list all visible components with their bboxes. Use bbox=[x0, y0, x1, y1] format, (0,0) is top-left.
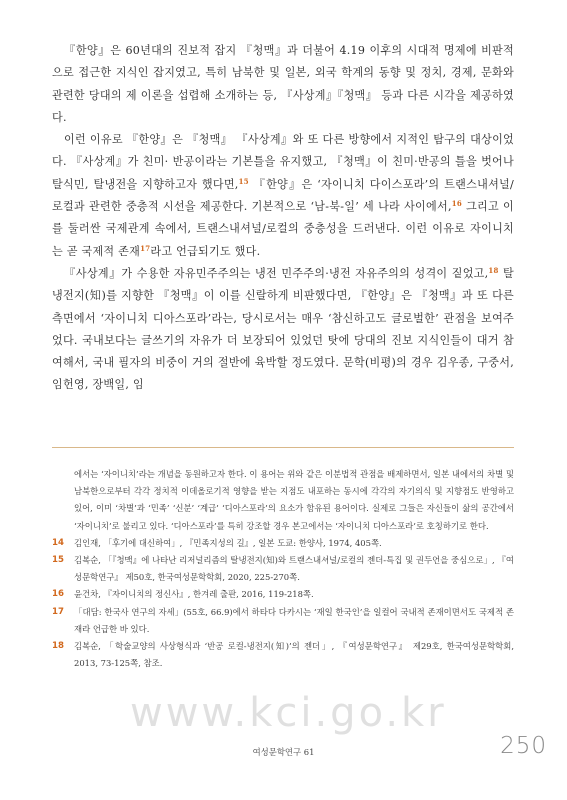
footnote-continued-text: 에서는 ‘자이니치’라는 개념을 동원하고자 한다. 이 용어는 위와 같은 이분법적 관점을 배제하면서, 일본 내에서의 차별 및 남북한으로부터 각각 정치적 이데올로기적 영향을 받는 지점도 내포하는 동시에 각각의 자기의식 및 지향점도 반영하고 있어, 이미 ‘차별’과 ‘민족’ ‘신분’ ‘계급’ ‘디아스포라’의 요소가 함유된 용어이다. 실제로 그들은 자신들이 삶의 공간에서 ‘자이니치’로 불리고 있다. ‘디아스포라’를 특히 강조할 경우 본고에서는 ‘자이니치 디아스포라’로 호칭하기로 한다. bbox=[74, 469, 514, 531]
paragraph-1: 『한양』은 60년대의 진보적 잡지 『청맥』과 더불어 4.19 이후의 시대적 명제에 비판적으로 접근한 지식인 잡지였고, 특히 남북한 및 일본, 외국 학계의 동향 및 정치, 경제, 문화와 관련한 당대의 제 이론을 섭렵해 소개하는 등, 『사상계』『청맥』 등과 다른 시각을 제공하였다. bbox=[52, 44, 514, 124]
footnote-18 bbox=[52, 638, 514, 672]
footnote-ref-16[interactable]: 16 bbox=[451, 199, 462, 209]
page-number: 250 bbox=[500, 733, 547, 759]
footnote-ref-18[interactable]: 18 bbox=[488, 265, 499, 275]
footnote-text: 김복순, 「『청맥』에 나타난 리저널리즘의 탈냉전지(知)와 트랜스내셔널/로컬의 젠더-특집 및 권두언을 중심으로」, 『여성문학연구』 제50호, 한국여성문학학회, 2020, 225-270쪽. bbox=[74, 555, 514, 583]
paragraph-2-text-b: 『한양』은 ‘자이니치 다이스포라’의 트랜스내셔널/로컬과 관련한 중층적 시선을 제공한다. 기본적으로 ‘남-북-일’ 세 나라 사이에서, bbox=[52, 177, 515, 214]
footnote-continued bbox=[52, 466, 514, 535]
footnote-text: 김인재, 「후기에 대신하여」, 『민족지성의 길』, 일본 도쿄: 한양사, 1974, 405쪽. bbox=[74, 537, 382, 548]
footnote-number: 15 bbox=[52, 555, 64, 566]
footnote-number: 17 bbox=[52, 606, 64, 617]
footnote-ref-15[interactable]: 15 bbox=[238, 176, 249, 186]
footnote-number: 14 bbox=[52, 537, 64, 548]
footnote-text: 윤건차, 『자이니치의 정신사』, 한겨레 출판, 2016, 119-218쪽. bbox=[74, 589, 314, 600]
footnote-ref-17[interactable]: 17 bbox=[140, 243, 151, 253]
paragraph-2-text-d: 라고 언급되기도 했다. bbox=[150, 244, 261, 258]
footnote-15 bbox=[52, 552, 514, 586]
footnote-divider bbox=[52, 447, 514, 448]
footnote-number: 18 bbox=[52, 641, 64, 652]
footnote-text: 김복순, 「학술교양의 사상형식과 ‘반공 로컬-냉전지(知)’의 젠더」, 『여성문학연구』 제29호, 한국여성문학학회, 2013, 73-125쪽, 참조. bbox=[74, 641, 514, 669]
watermark: www.kci.go.kr bbox=[130, 690, 447, 736]
paragraph-3-text-b: 탈냉전지(知)를 지향한 『청맥』이 이를 신랄하게 비판했다면, 『한양』은 『청맥』과 또 다른 측면에서 ‘자이니치 디아스포라’라는, 당시로서는 매우 ‘참신하고도 글로벌한’ 관점을 보여주었다. 국내보다는 글쓰기의 자유가 더 보장되어 있었던 탓에 당대의 진보 지식인들이 대거 참여해서, 국내 필자의 비중이 거의 절반에 육박할 정도였다. 문학(비평)의 경우 김우종, 구중서, 임헌영, 장백일, 임 bbox=[52, 266, 514, 392]
paragraph-3-text-a: 『사상계』가 수용한 자유민주주의는 냉전 민주주의·냉전 자유주의의 성격이 짙었고, bbox=[64, 266, 489, 280]
footnote-17 bbox=[52, 604, 514, 638]
page-footer-journal: 여성문학연구 61 bbox=[252, 747, 315, 757]
footnote-16 bbox=[52, 586, 514, 603]
paragraph-2 bbox=[52, 129, 514, 263]
footnotes bbox=[52, 466, 514, 672]
footnote-text: 「대담: 한국사 연구의 자세」(55호, 66.9)에서 하타다 다카시는 ‘재일 한국인’을 일컬어 국내적 존재이면서도 국제적 존재라 언급한 바 있다. bbox=[74, 606, 514, 634]
paragraph-2-text-c: 그리고 이를 둘러싼 국제관계 속에서, 트랜스내셔널/로컬의 중층성을 드러낸다. 이런 이유로 자이니치는 곧 국제적 존재 bbox=[52, 200, 514, 258]
paragraph-2-text-a: 이런 이유로 『한양』은 『청맥』 『사상계』와 또 다른 방향에서 지적인 탐구의 대상이었다. 『사상계』가 친미· 반공이라는 기본틀을 유지했고, 『청맥』이 친미·반공의 틀을 벗어나 탈식민, 탈냉전을 지향하고자 했다면, bbox=[52, 133, 514, 191]
main-text bbox=[52, 40, 514, 397]
footnote-14 bbox=[52, 535, 514, 552]
paragraph-3 bbox=[52, 263, 514, 397]
footnote-number: 16 bbox=[52, 589, 64, 600]
